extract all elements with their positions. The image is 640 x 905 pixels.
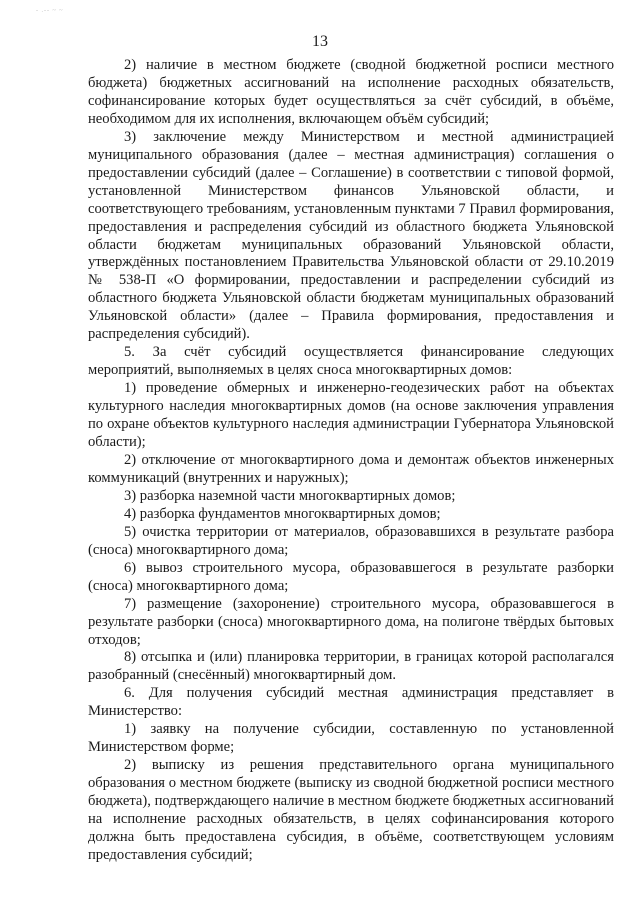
list-item-site-cleanup: 5) очистка территории от материалов, образовавшихся в результате разбора (сноса) многоквартирного дома; — [88, 523, 614, 558]
paragraph-agreement: 3) заключение между Министерством и местной администрацией муниципального образования (далее – местная администрация) соглашения о предоставлении субсидий (далее – Соглашение) в соответствии с типовой формой, установленной Министерством финансов Ульяновской области, и соответствующего требованиям, установленным пунктами 7 Правил формирования, предоставления и распределения субсидий из областного бюджета Ульяновской области бюджетам муниципальных образований Ульяновской области, утверждённых постановлением Правительства Ульяновской области от 29.10.2019 № 538-П «О формировании, предоставлении и распределении субсидий из областного бюджета Ульяновской области бюджетам муниципальных образований Ульяновской области» (далее – Правила формирования, предоставления и распределения субсидий). — [88, 128, 614, 343]
document-body — [88, 57, 614, 865]
list-item-budget-extract: 2) выписку из решения представительного органа муниципального образования о местном бюджете (выписку из сводной бюджетной росписи местного бюджета), подтверждающего наличие в местном бюджете бюджетных ассигнований на исполнение расходных обязательств, в целях софинансирования которого должна быть предоставлена субсидия, в объёме, соответствующем условиям предоставления субсидий; — [88, 757, 614, 863]
paragraph-clause-6: 6. Для получения субсидий местная администрация представляет в Министерство: — [88, 685, 614, 720]
list-item-foundation-demolition: 4) разборка фундаментов многоквартирных домов; — [124, 505, 441, 522]
scan-header-marks: - .-- ~ ~ — [36, 8, 64, 14]
list-item-disconnection: 2) отключение от многоквартирного дома и демонтаж объектов инженерных коммуникаций (внутренних и наружных); — [88, 451, 614, 486]
list-item-above-ground-demolition: 3) разборка наземной части многоквартирных домов; — [124, 487, 456, 504]
list-item-measurement-works: 1) проведение обмерных и инженерно-геодезических работ на объектах культурного наследия многоквартирных домов (на основе заключения управления по охране объектов культурного наследия администрации Губернатора Ульяновской области); — [88, 380, 614, 451]
paragraph-budget-availability: 2) наличие в местном бюджете (сводной бюджетной росписи местного бюджета) бюджетных ассигнований на исполнение расходных обязательств, софинансирование которых будет осуществляться за счёт субсидий, в объёме, необходимом для их исполнения, включающем объём субсидий; — [88, 57, 614, 127]
list-item-debris-disposal: 7) размещение (захоронение) строительного мусора, образовавшегося в результате разборки (сноса) многоквартирного дома, на полигоне твёрдых бытовых отходов; — [88, 595, 614, 648]
page-number: 13 — [312, 33, 328, 50]
list-item-application: 1) заявку на получение субсидии, составленную по установленной Министерством форме; — [88, 721, 614, 756]
list-item-site-leveling: 8) отсыпка и (или) планировка территории, в границах которой располагался разобранный (снесённый) многоквартирный дом. — [88, 649, 614, 684]
paragraph-clause-5: 5. За счёт субсидий осуществляется финансирование следующих мероприятий, выполняемых в целях сноса многоквартирных домов: — [88, 344, 614, 379]
list-item-debris-removal: 6) вывоз строительного мусора, образовавшегося в результате разборки (сноса) многоквартирного дома; — [88, 559, 614, 594]
